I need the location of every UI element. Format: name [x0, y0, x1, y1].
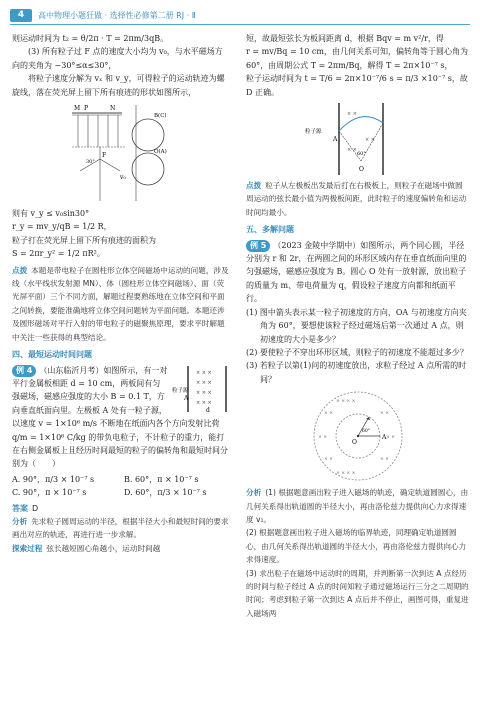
svg-text:× × ×: × × ×: [196, 399, 212, 406]
options: [12, 473, 230, 500]
text-para: 粒子打在荧光屏上留下所有痕迹的面积为: [12, 235, 156, 245]
text-para: 则运动时间为 t₂ = θ/2π · T = 2πm/3qB。: [12, 34, 169, 43]
tip-block: [246, 179, 470, 219]
left-column: [12, 32, 230, 707]
plates-figure: [172, 364, 230, 414]
label-o: O: [359, 166, 364, 174]
process-label: 探索过程: [12, 543, 43, 553]
svg-text:× ×: × ×: [324, 411, 333, 417]
question-1: (1) 图中箭头表示某一粒子初速度的方向，OA 与初速度方向夹角为 60°，要想使该粒子经过磁场后第一次通过 A 点，则初速度的大小是多少？: [246, 307, 467, 344]
page-number: 4: [10, 9, 32, 22]
answer-value: D: [32, 503, 39, 513]
svg-text:× ×: × ×: [365, 137, 375, 144]
right-column: [246, 32, 470, 707]
option-c: C. 90°，π × 10⁻⁷ s: [12, 488, 87, 498]
question-3: (3) 若粒子以第(1)问的初速度放出，求粒子经过 A 点所需的时间？: [246, 361, 467, 384]
tip-label: 点拨: [12, 265, 28, 275]
example-tag: 例 4: [12, 365, 36, 377]
text-para: 短，故最短弦长为板间距离 d，根据 Bqv = m v²/r，得: [246, 34, 444, 43]
text-para: r = mv/Bq = 10 cm，由几何关系可知，偏转角等于圆心角为 60°，由周期公式 T = 2πm/Bq，解得 T = 2π×10⁻⁷ s，: [246, 47, 468, 70]
label-a: A: [184, 394, 189, 402]
trajectory-figure: [303, 101, 413, 177]
analysis-label: 分析: [12, 516, 28, 526]
label-n: N: [110, 105, 116, 113]
option-b: B. 60°，π × 10⁻⁷ s: [124, 474, 199, 484]
label-v0: v₀: [120, 174, 126, 182]
ring-field-figure: [310, 388, 406, 484]
example-4: [12, 364, 230, 471]
option-a: A. 90°，π/3 × 10⁻⁷ s: [12, 474, 95, 484]
section-title: 四、最短运动时间问题: [12, 350, 92, 360]
label-m: M: [74, 105, 81, 113]
svg-text:× × × ×: × × × ×: [336, 399, 356, 405]
text-para: (3) 所有粒子过 F 点的速度大小均为 v₀，与水平磁场方向的夹角为 −30°≤α≤30°，: [12, 47, 223, 70]
source-label: 粒子源: [172, 387, 189, 394]
process-block: [12, 542, 230, 555]
section-title: 五、多解问题: [246, 225, 294, 235]
option-d: D. 60°，π/3 × 10⁻⁷ s: [124, 488, 207, 498]
analysis-block: [246, 486, 470, 526]
svg-text:× ×: × ×: [380, 411, 389, 417]
question-2: (2) 要使粒子不穿出环形区域，则粒子的初速度不能超过多少？: [246, 347, 468, 357]
analysis-text-3: (3) 求出粒子在磁场中运动时的周期，并判断第一次到达 A 点经历的时间与粒子经过 A 点的时间知粒子通过磁场运行三分之二周期的时间；考虑到粒子第一次到达 A 点后并不停止，画图可得，重复进入磁场两: [246, 568, 469, 618]
analysis-text: 先求粒子圆周运动的半径，根据半径大小和最短时间的要求画出对应的轨迹，再进行进一步求解。: [12, 516, 229, 540]
label-angle: 60°: [362, 429, 370, 435]
answer-line: [12, 502, 230, 515]
text-para: 将粒子速度分解为 vₓ 和 v_y，可得粒子的运动轨迹为螺旋线，落在荧光屏上留下所有痕迹的形状如图所示，: [12, 74, 225, 97]
svg-text:× ×: × ×: [386, 435, 395, 441]
analysis-label: 分析: [246, 488, 262, 498]
running-title: 高中物理小题狂做 · 选择性必修第二册 RJ · Ⅱ: [38, 11, 196, 20]
svg-text:× ×: × ×: [347, 111, 357, 118]
label-f: F: [102, 152, 107, 160]
process-text: 弦长越短圆心角越小，运动时间越: [46, 543, 161, 553]
example-tag: 例 5: [246, 240, 270, 252]
analysis-text: (1) 根据题意画出粒子进入磁场的轨迹，确定轨道圆圆心，由几何关系得出轨道圆的半径大小，再由洛伦兹力提供向心力求得速度 v₁。: [246, 488, 469, 524]
svg-text:× ×: × ×: [318, 435, 327, 441]
example-text: （2023 金陵中学期中）如图所示，两个同心圆，半径分别为 r 和 2r，在两圆之间的环形区域内存在垂直纸面向里的匀强磁场，磁感应强度为 B。圆心 O 处有一放射源，放出粒子的质量为 m、带电荷量为 q，假设粒子速度方向都和纸面平行。: [246, 240, 467, 304]
tip-label: 点拨: [246, 181, 262, 191]
page-header: [10, 8, 470, 25]
answer-paren: （ ）: [28, 459, 60, 469]
tip-block: [12, 264, 230, 344]
label-a: A: [333, 136, 338, 144]
svg-text:× × × ×: × × × ×: [336, 471, 356, 477]
tip-text: 粒子从左极板出发最后打在右极板上，则粒子在磁场中做圆周运动的弦长最小值为两极板间距，此时粒子的速度偏转角和运动时间均最小。: [246, 181, 467, 217]
label-o: O(A): [154, 149, 167, 156]
example-text: （山东临沂月考）如图所示，有一对平行金属板相距 d = 10 cm，两板间有匀强磁场，磁感应强度的大小 B = 0.1 T，方向垂直纸面向里。左极板 A 处有一粒子源，以速度 v = 1×10⁶ m/s 不断地在纸面内各个方向发射比荷 q/m = 1×10⁶ C/kg 的带负电粒子，不计粒子的重力，能打在右侧金属板上且经历时间最短的粒子的偏转角和最短时间分别为: [12, 365, 228, 469]
svg-text:× × ×: × × ×: [196, 369, 212, 376]
label-a: A: [382, 434, 387, 442]
svg-text:× ×: × ×: [380, 457, 389, 463]
label-p: P: [84, 105, 89, 113]
text-para: 粒子运动时间为 t = T/6 = 2π×10⁻⁷/6 s = π/3 ×10⁻⁷ s，故 D 正确。: [246, 74, 468, 97]
tip-text: 本题是带电粒子在圆柱形立体空间磁场中运动的问题，涉及线（水平线状发射源 MN）、体（圆柱形立体空间磁场）、面（荧光屏平面）三个不同方面，解题过程要熟练地在立体空间和平面之间转换，要能准确地将立体空间问题转为平面问题。本题还涉及圆形磁场对平行入射的带电粒子的磁聚焦原理，要求平时解题中关注一些获得的典型结论。: [12, 265, 229, 342]
source-label: 粒子源: [305, 129, 322, 136]
analysis-block: [12, 515, 230, 542]
text-para: 则有 v_y ≤ v₀sin30°: [12, 209, 90, 219]
answer-label: 答案: [12, 503, 28, 513]
label-d: d: [206, 406, 210, 414]
label-angle: 60°: [357, 151, 366, 158]
svg-text:× ×: × ×: [347, 147, 357, 154]
spiral-trace-figure: [66, 101, 176, 205]
analysis-text-2: (2) 根据题意画出粒子进入磁场的临界轨迹，同理确定轨道圆圆心，由几何关系得出轨道圆的半径大小，再由洛伦兹力提供向心力求得速度。: [246, 528, 467, 565]
svg-text:× × ×: × × ×: [196, 379, 212, 386]
svg-text:× × ×: × × ×: [196, 389, 212, 396]
text-para: S = 2πr_y² = 1/2 πR²。: [12, 249, 105, 259]
label-o: O: [352, 439, 357, 447]
label-b: B(C): [154, 113, 167, 120]
text-para: r_y = mv_y/qB = 1/2 R，: [12, 222, 112, 232]
label-angle: 30°: [86, 159, 95, 166]
svg-text:× ×: × ×: [324, 457, 333, 463]
